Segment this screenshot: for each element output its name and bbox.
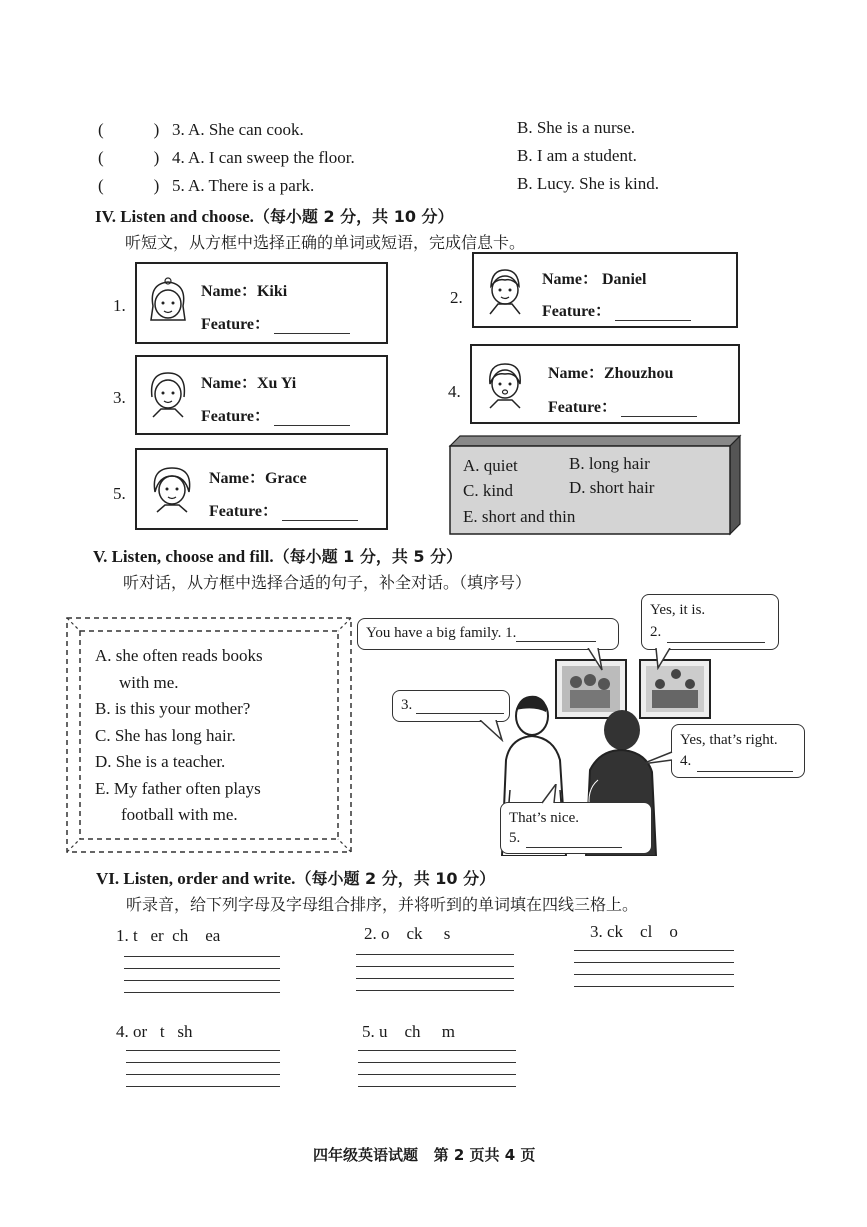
card-feature[interactable]: Feature： bbox=[201, 403, 350, 426]
order-item: 1. t er ch ea bbox=[116, 926, 221, 945]
option-a: 4. A. I can sweep the floor. bbox=[172, 148, 355, 167]
info-card-daniel bbox=[472, 252, 738, 328]
section5-heading: V. Listen, choose and fill.（每小题 1 分，共 5 分） bbox=[93, 547, 463, 566]
order-item: 2. o ck s bbox=[364, 924, 451, 943]
dialog-option: E. My father often plays bbox=[95, 779, 261, 798]
option-item: A. quiet bbox=[463, 456, 518, 475]
section6-heading: VI. Listen, order and write.（每小题 2 分，共 10 分） bbox=[96, 869, 496, 888]
card-name: Name：Kiki bbox=[201, 283, 288, 300]
dialog-option: C. She has long hair. bbox=[95, 726, 236, 745]
option-b: B. Lucy. She is kind. bbox=[517, 174, 659, 193]
page-footer: 四年级英语试题 第 2 页共 4 页 bbox=[313, 1146, 536, 1164]
dialog-option: A. she often reads books bbox=[95, 646, 263, 665]
option-item: B. long hair bbox=[569, 454, 650, 473]
four-line-grid[interactable] bbox=[126, 1050, 280, 1098]
card-number: 2. bbox=[450, 288, 463, 307]
section4-instruction: 听短文，从方框中选择正确的单词或短语，完成信息卡。 bbox=[125, 233, 526, 252]
option-item: D. short hair bbox=[569, 478, 655, 497]
order-item: 5. u ch m bbox=[362, 1022, 456, 1041]
card-feature[interactable]: Feature： bbox=[542, 298, 691, 321]
info-card-grace bbox=[135, 448, 388, 530]
card-number: 1. bbox=[113, 296, 126, 315]
girl-face-icon bbox=[145, 276, 191, 328]
speech-bubble-3[interactable]: 3. bbox=[392, 690, 510, 722]
dialog-option: D. She is a teacher. bbox=[95, 752, 226, 771]
bubble-tail bbox=[540, 784, 560, 804]
bubble-tail bbox=[478, 720, 508, 742]
option-b: B. I am a student. bbox=[517, 146, 637, 165]
dialog-option: B. is this your mother? bbox=[95, 699, 251, 718]
four-line-grid[interactable] bbox=[124, 956, 280, 1004]
section4-heading: IV. Listen and choose.（每小题 2 分，共 10 分） bbox=[95, 207, 454, 226]
info-card-kiki bbox=[135, 262, 388, 344]
info-card-xuyi bbox=[135, 355, 388, 435]
dialog-option: football with me. bbox=[121, 805, 238, 824]
order-item: 4. or t sh bbox=[116, 1022, 193, 1041]
four-line-grid[interactable] bbox=[356, 954, 514, 1002]
speech-bubble-5[interactable]: That’s nice. 5. bbox=[500, 802, 652, 854]
dialog-option: with me. bbox=[119, 673, 179, 692]
four-line-grid[interactable] bbox=[574, 950, 734, 998]
option-a: 3. A. She can cook. bbox=[172, 120, 304, 139]
speech-bubble-4[interactable]: Yes, that’s right. 4. bbox=[671, 724, 805, 778]
boy-face-icon bbox=[482, 264, 528, 316]
bubble-tail bbox=[586, 648, 606, 672]
answer-paren[interactable]: ( ) bbox=[98, 120, 160, 139]
girl-face-icon bbox=[482, 358, 528, 410]
card-number: 4. bbox=[448, 382, 461, 401]
order-item: 3. ck cl o bbox=[590, 922, 678, 941]
card-number: 3. bbox=[113, 388, 126, 407]
card-feature[interactable]: Feature： bbox=[201, 311, 350, 334]
card-number: 5. bbox=[113, 484, 126, 503]
speech-bubble-2[interactable]: Yes, it is. 2. bbox=[641, 594, 779, 650]
card-feature[interactable]: Feature： bbox=[548, 394, 697, 417]
section5-instruction: 听对话，从方框中选择合适的句子，补全对话。（填序号） bbox=[123, 573, 532, 592]
card-name: Name：Zhouzhou bbox=[548, 365, 674, 382]
card-name: Name：Xu Yi bbox=[201, 375, 297, 392]
speech-bubble-1[interactable]: You have a big family. 1. bbox=[357, 618, 619, 650]
four-line-grid[interactable] bbox=[358, 1050, 516, 1098]
option-a: 5. A. There is a park. bbox=[172, 176, 315, 195]
bubble-tail bbox=[654, 648, 676, 670]
card-name: Name：Grace bbox=[209, 470, 307, 487]
answer-paren[interactable]: ( ) bbox=[98, 176, 160, 195]
option-b: B. She is a nurse. bbox=[517, 118, 636, 137]
card-name: Name： Daniel bbox=[542, 271, 647, 288]
info-card-zhouzhou bbox=[470, 344, 740, 424]
answer-paren[interactable]: ( ) bbox=[98, 148, 160, 167]
section6-instruction: 听录音，给下列字母及字母组合排序，并将听到的单词填在四线三格上。 bbox=[126, 895, 639, 914]
option-item: E. short and thin bbox=[463, 507, 576, 526]
bubble-tail bbox=[640, 748, 674, 768]
option-item: C. kind bbox=[463, 481, 514, 500]
girl-face-icon bbox=[145, 367, 191, 419]
card-feature[interactable]: Feature： bbox=[209, 498, 358, 521]
girl-face-icon bbox=[149, 462, 195, 514]
